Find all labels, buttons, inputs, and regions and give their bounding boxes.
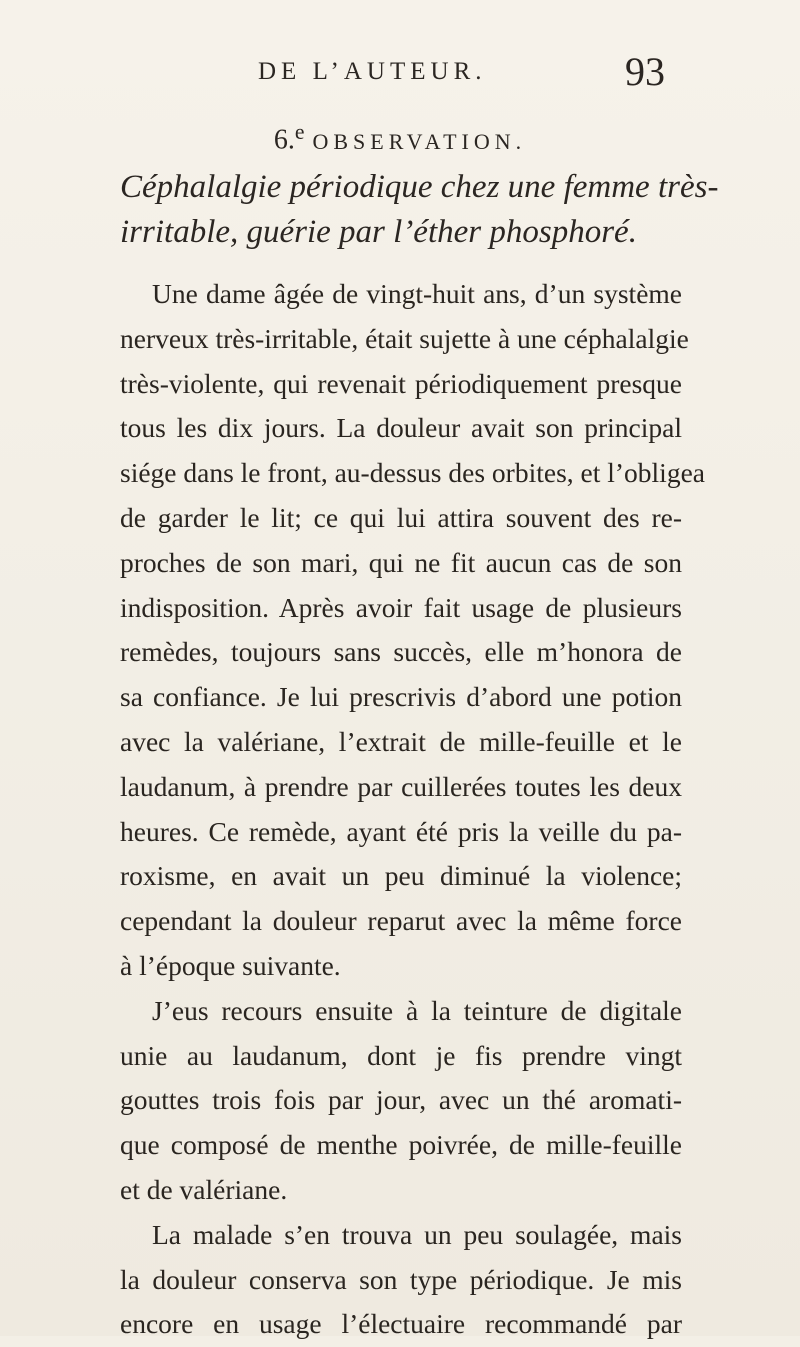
text-line: de garder le lit; ce qui lui attira souvent des re- bbox=[120, 501, 682, 533]
text-line: laudanum, à prendre par cuillerées toutes les deux bbox=[120, 770, 682, 802]
text-line: gouttes trois fois par jour, avec un thé aromati- bbox=[120, 1084, 682, 1116]
text-line: remèdes, toujours sans succès, elle m’honora de bbox=[120, 636, 682, 668]
text-line: à l’époque suivante. bbox=[120, 949, 341, 981]
case-title bbox=[120, 165, 719, 255]
text-line: nerveux très-irritable, était sujette à une céphalalgie bbox=[120, 322, 689, 354]
text-line: sa confiance. Je lui prescrivis d’abord une potion bbox=[120, 681, 682, 713]
observation-number: 6. bbox=[273, 124, 295, 156]
text-line: roxisme, en avait un peu diminué la violence; bbox=[120, 860, 682, 892]
observation-heading bbox=[0, 120, 800, 157]
text-line: très-violente, qui revenait périodiquement presque bbox=[120, 367, 682, 399]
text-line: unie au laudanum, dont je fis prendre vingt bbox=[120, 1039, 682, 1071]
text-line: J’eus recours ensuite à la teinture de digitale bbox=[152, 994, 682, 1026]
text-line: tous les dix jours. La douleur avait son principal bbox=[120, 412, 682, 444]
page-number: 93 bbox=[625, 49, 665, 94]
text-line: que composé de menthe poivrée, de mille-feuille bbox=[120, 1129, 682, 1161]
text-line: Une dame âgée de vingt-huit ans, d’un système bbox=[152, 278, 682, 309]
text-line: et de valériane. bbox=[120, 1173, 288, 1205]
observation-superscript: e bbox=[294, 120, 305, 144]
text-line: heures. Ce remède, ayant été pris la veille du pa- bbox=[120, 815, 682, 847]
text-line: la douleur conserva son type périodique. Je mis bbox=[120, 1263, 682, 1295]
running-head bbox=[0, 48, 800, 94]
text-line: indisposition. Après avoir fait usage de plusieurs bbox=[120, 591, 682, 623]
body-text bbox=[120, 272, 705, 1347]
text-line: siége dans le front, au-dessus des orbites, et l’obligea bbox=[120, 457, 705, 489]
text-line: La malade s’en trouva un peu soulagée, mais bbox=[152, 1218, 682, 1250]
case-title-line: Céphalalgie périodique chez une femme très- bbox=[120, 169, 719, 205]
text-line: avec la valériane, l’extrait de mille-feuille et le bbox=[120, 725, 682, 757]
running-title: DE L’AUTEUR. bbox=[258, 58, 487, 85]
text-line: proches de son mari, qui ne fit aucun cas de son bbox=[120, 546, 682, 578]
observation-label: OBSERVATION. bbox=[312, 128, 527, 154]
text-line: cependant la douleur reparut avec la même force bbox=[120, 905, 682, 937]
case-title-line: irritable, guérie par l’éther phosphoré. bbox=[120, 214, 637, 250]
text-line: encore en usage l’électuaire recommandé par bbox=[120, 1308, 682, 1340]
